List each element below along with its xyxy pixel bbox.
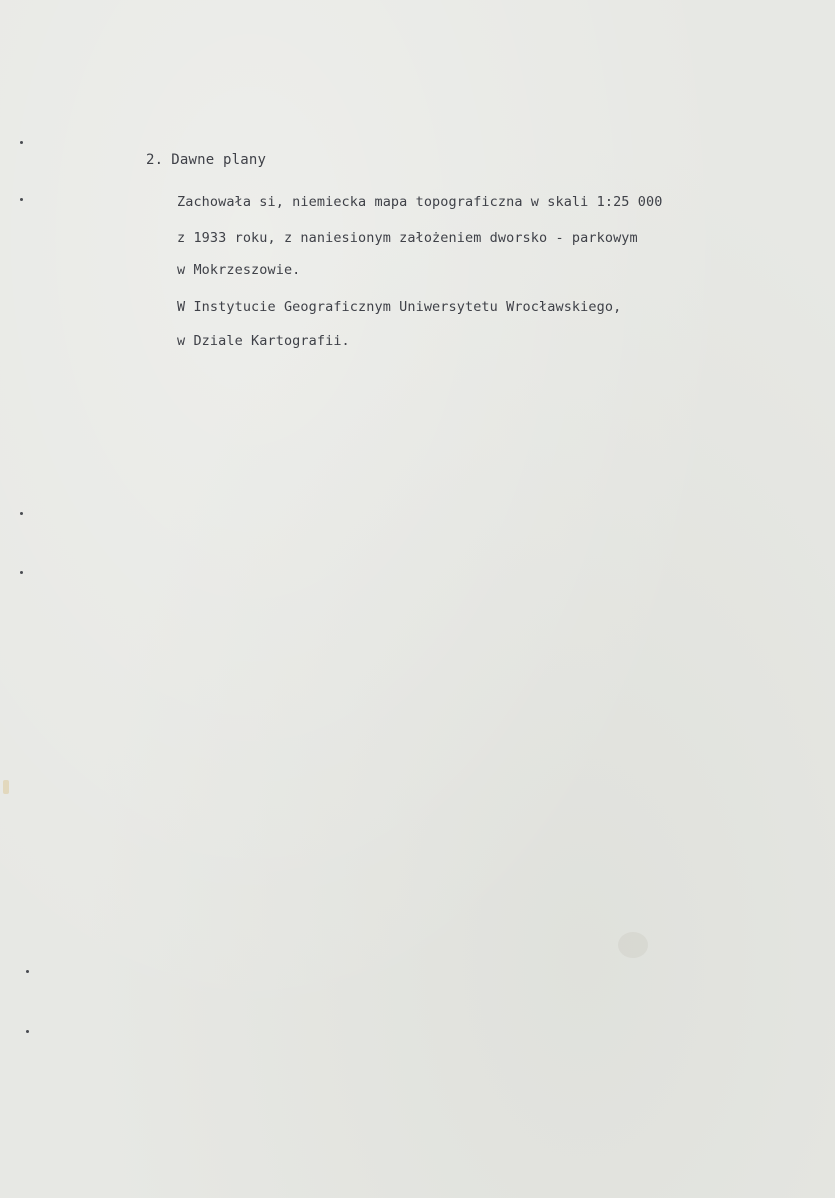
margin-punch-mark bbox=[20, 198, 23, 201]
paragraph-line: Zachowała si, niemiecka mapa topograficzna w skali 1:25 000 bbox=[177, 194, 663, 210]
margin-punch-mark bbox=[20, 512, 23, 515]
section-number: 2. bbox=[146, 152, 164, 168]
section-title: Dawne plany bbox=[171, 152, 267, 168]
paper-stain bbox=[618, 932, 648, 958]
paragraph-line: W Instytucie Geograficznym Uniwersytetu Wrocławskiego, bbox=[177, 299, 622, 315]
paragraph-line: w Dziale Kartografii. bbox=[177, 333, 350, 349]
margin-punch-mark bbox=[26, 970, 29, 973]
margin-punch-mark bbox=[26, 1030, 29, 1033]
paragraph-line: z 1933 roku, z naniesionym założeniem dworsko - parkowym bbox=[177, 230, 638, 246]
margin-punch-mark bbox=[20, 571, 23, 574]
paper-stain bbox=[3, 780, 9, 794]
section-heading bbox=[146, 152, 266, 168]
paragraph-line: w Mokrzeszowie. bbox=[177, 262, 301, 278]
margin-punch-mark bbox=[20, 141, 23, 144]
